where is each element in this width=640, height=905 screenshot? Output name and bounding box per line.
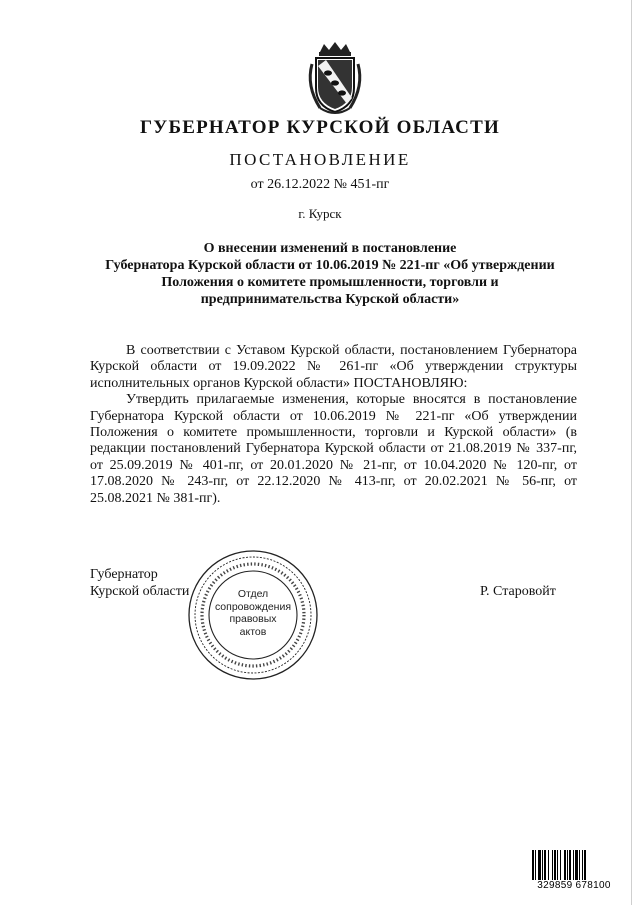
seal-text-line: правовых [229,613,277,625]
seal-text-line: актов [239,625,267,638]
document-type: ПОСТАНОВЛЕНИЕ [229,150,411,169]
subject-line: О внесении изменений в постановление [203,241,457,256]
document-date-number: от 26.12.2022 № 451-пг [250,177,390,192]
seal-text-line: Отдел [237,588,269,600]
document-body [90,343,577,507]
signatory-name: Р. Старовойт [480,584,556,599]
seal-text-line: сопровождения [214,600,292,613]
subject-line: Положения о комитете промышленности, торговли и [161,275,499,290]
body-paragraph: Утвердить прилагаемые изменения, которые вносятся в постановление Губернатора Курской области от 10.06.2019 № 221-пг «Об утверждении Положения о комитете промышленности, торговли и Курской области» (в редакции постановлений Губернатора Курской области от 21.08.2019 № 337-пг, от 25.09.2019 № 401-пг, от 20.01.2020 № 21-пг, от 10.04.2020 № 120-пг, от 17.08.2020 № 243-пг, от 22.12.2020 № 413-пг, от 20.02.2021 № 56-пг, от 25.08.2021 № 381-пг). [90,392,577,506]
body-paragraph: В соответствии с Уставом Курской области, постановлением Губернатора Курской области от 19.09.2022 № 261-пг «Об утверждении структуры исполнительных органов Курской области» ПОСТАНОВЛЯЮ: [90,343,577,391]
barcode-bars [532,850,616,880]
signatory-position-line: Губернатор [90,567,158,582]
seal-text [186,588,320,638]
barcode [532,850,616,892]
document-subject [80,240,580,308]
subject-line: предпринимательства Курской области» [200,292,460,307]
kursk-coat-of-arms-icon [302,40,368,116]
signatory-position [90,566,189,600]
subject-line: Губернатора Курской области от 10.06.2019 № 221-пг «Об утверждении [105,258,555,273]
org-title: ГУБЕРНАТОР КУРСКОЙ ОБЛАСТИ [140,117,500,138]
barcode-number: 329859 678100 [537,880,611,891]
signatory-position-line: Курской области [90,584,190,599]
document-city: г. Курск [298,206,342,221]
